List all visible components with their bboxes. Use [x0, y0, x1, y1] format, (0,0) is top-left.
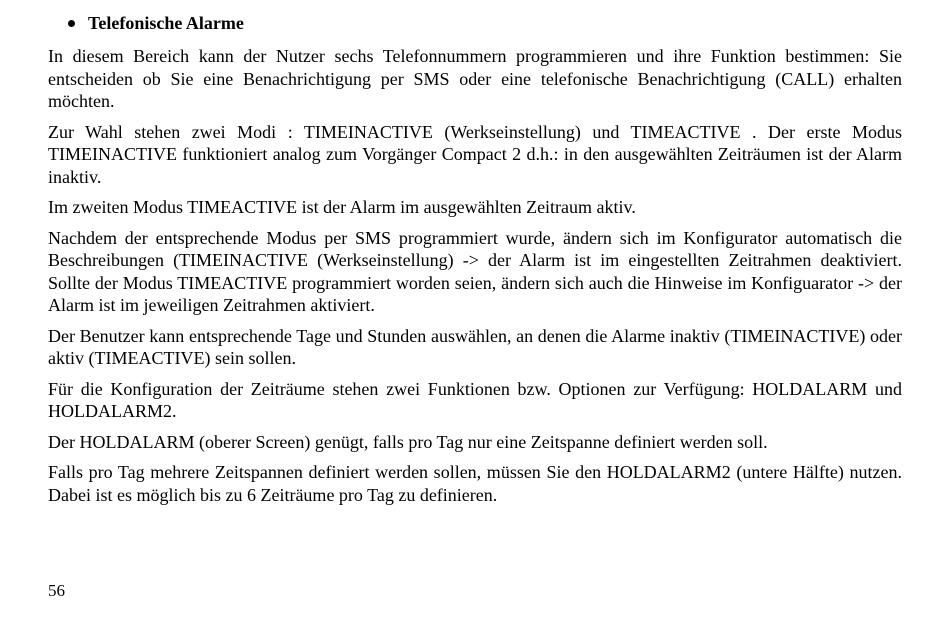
paragraph-modes: Zur Wahl stehen zwei Modi : TIMEINACTIVE (Werkseinstellung) und TIMEACTIVE . Der erste Modus TIMEINACTIVE funktioniert analog zum Vorgänger Compact 2 d.h.: in den ausgewählten Zeiträumen ist der Alarm inaktiv.: [48, 121, 902, 187]
section-title: Telefonische Alarme: [88, 13, 244, 33]
bullet-icon: [68, 20, 75, 27]
paragraph-intro: In diesem Bereich kann der Nutzer sechs Telefonnummern programmieren und ihre Funktion bestimmen: Sie entscheiden ob Sie eine Benachrichtigung per SMS oder eine telefonische Benachrichtigung (CALL) erhalten möchten.: [48, 46, 902, 111]
document-page: [48, 12, 902, 514]
page-number: 56: [48, 581, 65, 600]
paragraph-holdalarm: Der HOLDALARM (oberer Screen) genügt, falls pro Tag nur eine Zeitspanne definiert werden soll.: [48, 431, 768, 452]
paragraph-timeactive: Im zweiten Modus TIMEACTIVE ist der Alarm im ausgewählten Zeitraum aktiv.: [48, 197, 636, 217]
paragraph-functions: Für die Konfiguration der Zeiträume stehen zwei Funktionen bzw. Optionen zur Verfügung: HOLDALARM und HOLDALARM2.: [48, 378, 902, 421]
section-heading: [68, 12, 902, 35]
paragraph-days-hours: Der Benutzer kann entsprechende Tage und Stunden auswählen, an denen die Alarme inaktiv (TIMEINACTIVE) oder aktiv (TIMEACTIVE) sein sollen.: [48, 325, 902, 368]
paragraph-holdalarm2: Falls pro Tag mehrere Zeitspannen definiert werden sollen, müssen Sie den HOLDALARM2 (untere Hälfte) nutzen. Dabei ist es möglich bis zu 6 Zeiträume pro Tag zu definieren.: [48, 462, 902, 505]
paragraph-configurator: Nachdem der entsprechende Modus per SMS programmiert wurde, ändern sich im Konfigurator automatisch die Beschreibungen (TIMEINACTIVE (Werkseinstellung) -> der Alarm ist im eingestellten Zeitrahmen deaktiviert. Sollte der Modus TIMEACTIVE programmiert worden seien, ändern sich auch die Hinweise im Konfiguarator -> der Alarm ist im jeweiligen Zeitrahmen aktiviert.: [48, 227, 902, 315]
